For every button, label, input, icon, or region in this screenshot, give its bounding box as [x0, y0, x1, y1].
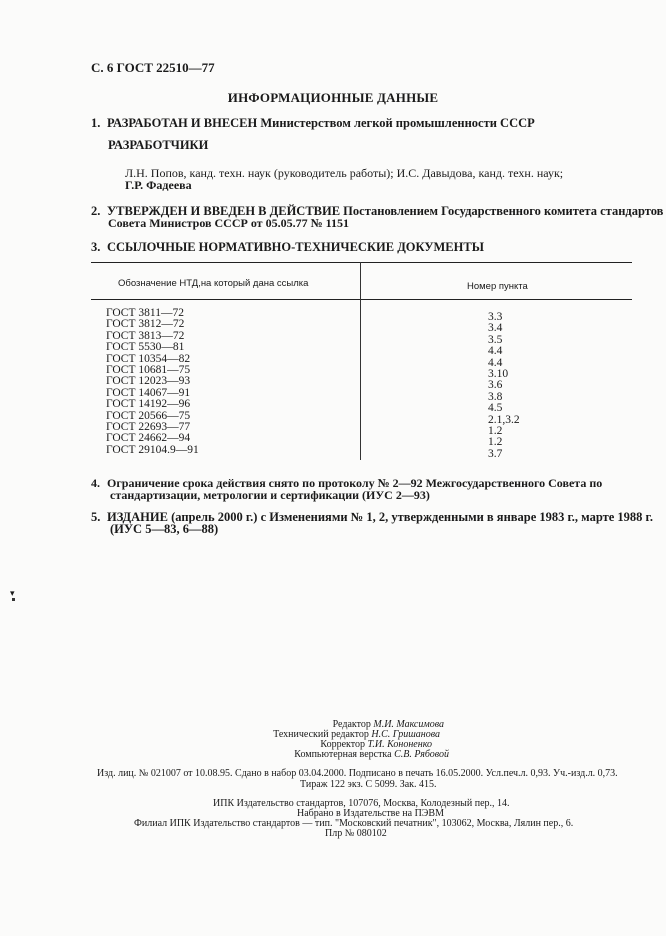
editor-label: Редактор — [332, 719, 371, 730]
section-5-number: 5. — [91, 510, 101, 524]
table-cell: 2.1,3.2 — [488, 413, 520, 426]
table-cell: 3.4 — [488, 322, 503, 335]
table-cell: 4.4 — [488, 356, 503, 369]
table-cell: ГОСТ 10681—75 — [106, 364, 191, 377]
table-column-ntd — [106, 308, 199, 456]
table-cell: 4.5 — [488, 402, 503, 415]
table-cell: ГОСТ 14067—91 — [106, 386, 191, 399]
section-3-number: 3. — [91, 240, 101, 254]
imprint-layout — [294, 749, 449, 760]
section-5-line-2: (ИУС 5—83, 6—88) — [110, 522, 219, 536]
table-cell: ГОСТ 12023—93 — [106, 375, 191, 388]
table-header-rule — [91, 299, 632, 300]
publisher-line-1: ИПК Издательство стандартов, 107076, Москва, Колодезный пер., 14. — [213, 798, 510, 809]
table-cell: 4.4 — [488, 345, 503, 358]
table-cell: ГОСТ 3812—72 — [106, 318, 185, 331]
page-header: С. 6 ГОСТ 22510—77 — [91, 60, 215, 75]
corrector-label: Корректор — [320, 739, 365, 750]
section-3-text: ССЫЛОЧНЫЕ НОРМАТИВНО-ТЕХНИЧЕСКИЕ ДОКУМЕНТЫ — [107, 240, 484, 254]
page-title: ИНФОРМАЦИОННЫЕ ДАННЫЕ — [227, 90, 439, 105]
table-cell: 3.5 — [488, 333, 503, 346]
section-4-line-2: стандартизации, метрологии и сертификации (ИУС 2—93) — [110, 488, 430, 502]
developers-line-1: Л.Н. Попов, канд. техн. наук (руководитель работы); И.С. Давыдова, канд. техн. наук; — [125, 166, 564, 180]
table-cell: 3.10 — [488, 368, 509, 381]
table-cell: ГОСТ 3811—72 — [106, 307, 184, 319]
table-cell: 3.7 — [488, 447, 503, 460]
section-4-text: Ограничение срока действия снято по протоколу № 2—92 Межгосударственного Совета по — [107, 476, 603, 490]
developers-heading: РАЗРАБОТЧИКИ — [108, 138, 209, 152]
table-column-divider — [360, 262, 361, 460]
editor-name: М.И. Максимова — [373, 719, 444, 730]
table-cell: 1.2 — [488, 425, 503, 438]
layout-label: Компьютерная верстка — [294, 749, 392, 760]
publisher-line-4: Плр № 080102 — [325, 828, 387, 839]
table-cell: ГОСТ 24662—94 — [106, 432, 191, 445]
circulation-line: Тираж 122 экз. С 5099. Зак. 415. — [300, 779, 437, 790]
table-column-clause — [488, 312, 520, 460]
table-top-rule — [91, 262, 632, 263]
table-cell: ГОСТ 10354—82 — [106, 352, 191, 365]
corrector-name: Т.И. Кононенко — [367, 739, 432, 750]
license-line: Изд. лиц. № 021007 от 10.08.95. Сдано в набор 03.04.2000. Подписано в печать 16.05.2000. Усл.печ.л. 0,93. Уч.-изд.л. 0,73. — [97, 768, 618, 779]
publisher-line-2: Набрано в Издательстве на ПЭВМ — [297, 808, 444, 819]
tech-editor-label: Технический редактор — [273, 729, 369, 740]
section-2-number: 2. — [91, 204, 101, 218]
publisher-line-3: Филиал ИПК Издательство стандартов — тип. "Московский печатник", 103062, Москва, Лялин пер., 6. — [134, 818, 574, 829]
table-cell: 3.3 — [488, 311, 503, 323]
table-cell: ГОСТ 29104.9—91 — [106, 443, 199, 456]
table-header-clause: Номер пункта — [467, 281, 528, 292]
section-2-line-2: Совета Министров СССР от 05.05.77 № 1151 — [108, 216, 349, 230]
table-cell: 3.8 — [488, 390, 503, 403]
table-cell: 3.6 — [488, 379, 503, 392]
section-1-number: 1. — [91, 116, 101, 130]
table-cell: ГОСТ 3813—72 — [106, 329, 185, 342]
scan-mark: ▾ — [10, 588, 15, 598]
table-cell: ГОСТ 20566—75 — [106, 409, 191, 422]
section-3 — [91, 240, 484, 255]
table-cell: ГОСТ 14192—96 — [106, 398, 191, 411]
table-cell: ГОСТ 5530—81 — [106, 341, 185, 354]
section-1 — [91, 116, 535, 131]
section-1-text: РАЗРАБОТАН И ВНЕСЕН Министерством легкой промышленности СССР — [107, 116, 535, 130]
section-2-line-1: УТВЕРЖДЕН И ВВЕДЕН В ДЕЙСТВИЕ Постановлением Государственного комитета стандартов — [107, 204, 664, 218]
section-5-text: ИЗДАНИЕ (апрель 2000 г.) с Изменениями № 1, 2, утвержденными в январе 1983 г., марте 1988 г. — [107, 510, 653, 524]
scan-dot — [12, 598, 15, 601]
table-header-ntd: Обозначение НТД,на который дана ссылка — [118, 278, 309, 289]
table-cell: ГОСТ 22693—77 — [106, 421, 191, 434]
table-cell: 1.2 — [488, 436, 503, 449]
developers-line-2: Г.Р. Фадеева — [125, 178, 192, 192]
layout-name: С.В. Рябовой — [394, 749, 449, 760]
section-4-number: 4. — [91, 476, 100, 490]
tech-editor-name: Н.С. Гришанова — [371, 729, 440, 740]
